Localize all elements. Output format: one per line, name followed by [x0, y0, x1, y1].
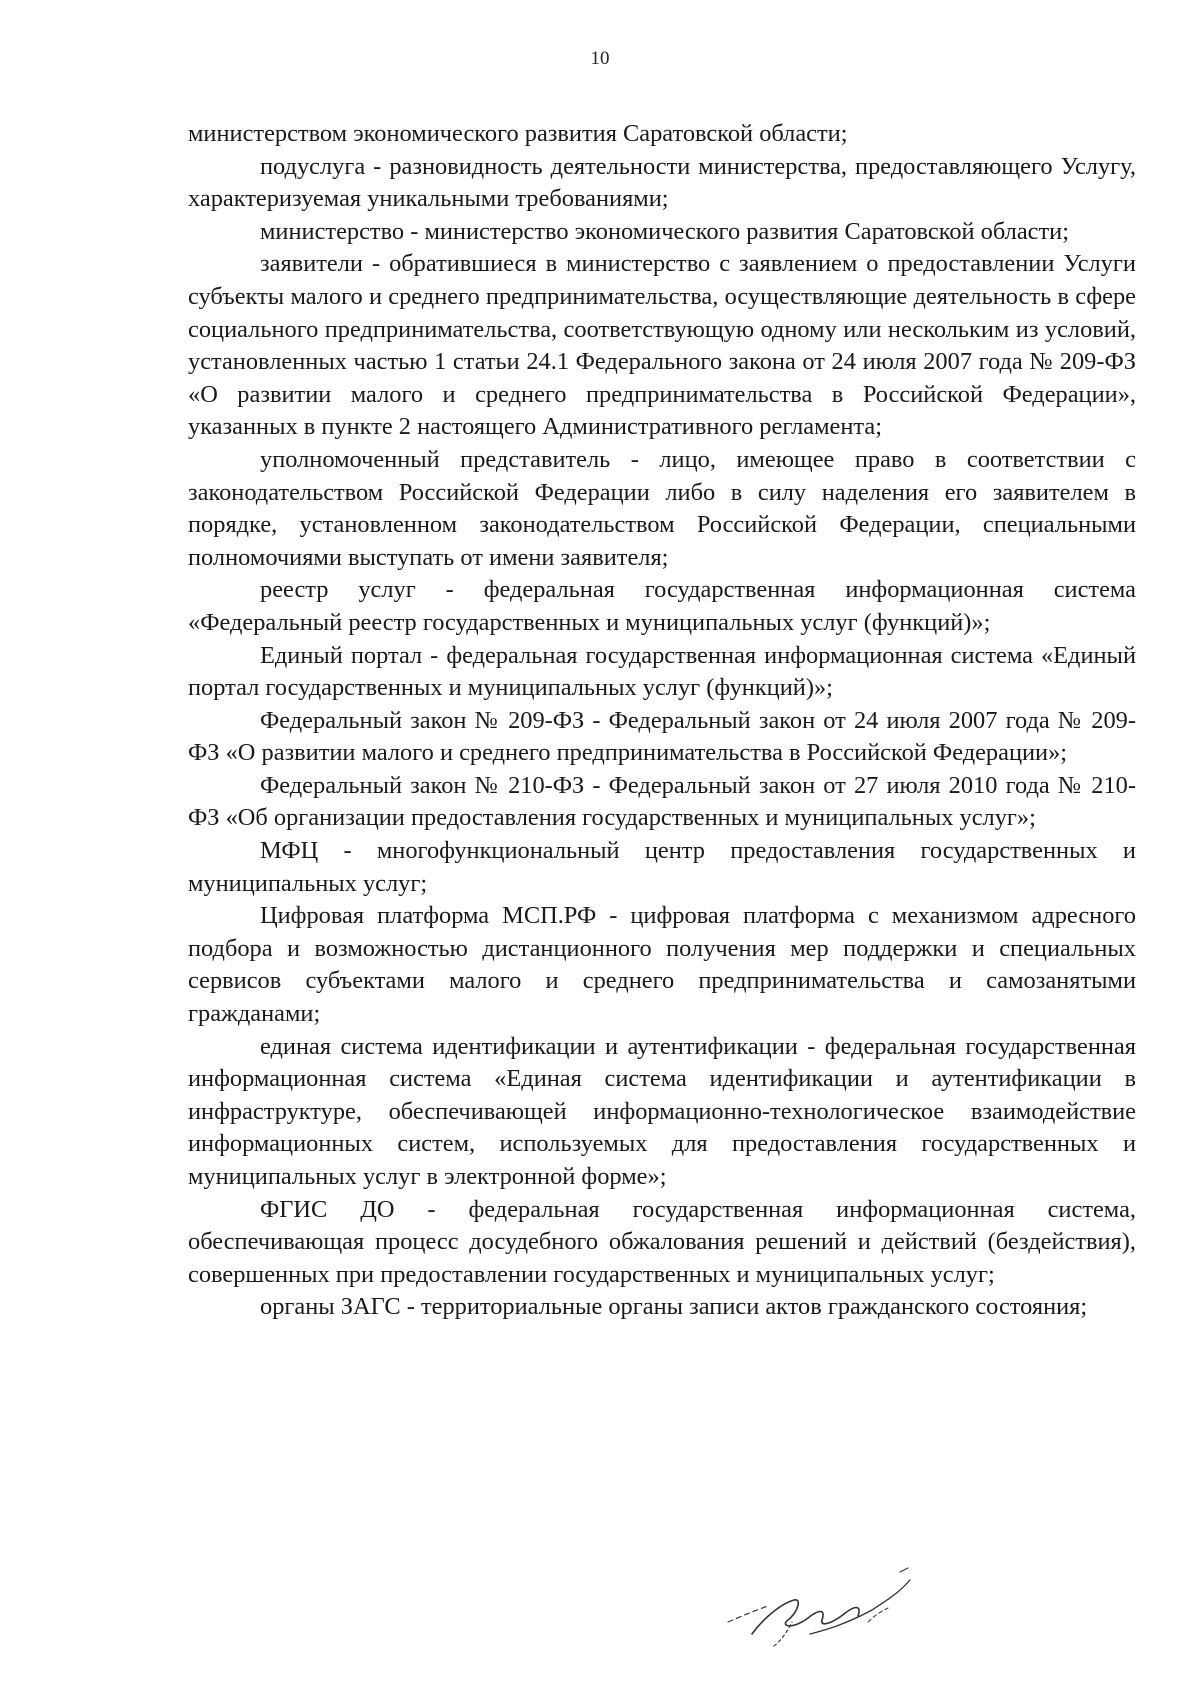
definition-zayaviteli: заявители - обратившиеся в министерство с заявлением о предоставлении Услуги субъекты малого и среднего предпринимательства, осуществляющие деятельность в сфере социального предпринимательства, соответствующую одному или нескольким из условий, установленных частью 1 статьи 24.1 Федерального закона от 24 июля 2007 года № 209-ФЗ «О развитии малого и среднего предпринимательства в Российской Федерации», указанных в пункте 2 настоящего Административного регламента;: [188, 250, 1136, 441]
handwritten-signature: [722, 1560, 922, 1660]
definition-federal-law-209: Федеральный закон № 209-ФЗ - Федеральный закон от 24 июля 2007 года № 209-ФЗ «О развитии малого и среднего предпринимательства в Российской Федерации»;: [188, 706, 1136, 767]
page-number: 10: [590, 48, 610, 69]
definition-reestr-uslug: реестр услуг - федеральная государственная информационная система «Федеральный реестр государственных и муниципальных услуг (функций)»;: [188, 576, 1136, 636]
definition-podusluga: подуслуга - разновидность деятельности министерства, предоставляющего Услугу, характеризуемая уникальными требованиями;: [188, 152, 1136, 213]
definition-zags: органы ЗАГС - территориальные органы записи актов гражданского состояния;: [260, 1293, 1088, 1321]
definition-federal-law-210: Федеральный закон № 210-ФЗ - Федеральный закон от 27 июля 2010 года № 210-ФЗ «Об организации предоставления государственных и муниципальных услуг»;: [188, 771, 1136, 832]
definition-upolnomochenny-predstavitel: уполномоченный представитель - лицо, имеющее право в соответствии с законодательством Российской Федерации либо в силу наделения его заявителем в порядке, установленном законодательством Российской Федерации, специальными полномочиями выступать от имени заявителя;: [188, 445, 1136, 571]
definition-msp-platform: Цифровая платформа МСП.РФ - цифровая платформа с механизмом адресного подбора и возможностью дистанционного получения мер поддержки и специальных сервисов субъектами малого и среднего предпринимательства и самозанятыми гражданами;: [188, 902, 1136, 1028]
paragraph-continuation: министерством экономического развития Саратовской области;: [188, 120, 848, 147]
definition-fgis-do: ФГИС ДО - федеральная государственная информационная система, обеспечивающая процесс досудебного обжалования решений и действий (бездействия), совершенных при предоставлении государственных и муниципальных услуг;: [188, 1195, 1136, 1288]
definition-ediny-portal: Единый портал - федеральная государственная информационная система «Единый портал государственных и муниципальных услуг (функций)»;: [188, 641, 1136, 702]
definition-ministerstvo: министерство - министерство экономического развития Саратовской области;: [260, 217, 1069, 245]
definition-mfc: МФЦ - многофункциональный центр предоставления государственных и муниципальных услуг;: [188, 837, 1136, 897]
definition-esia: единая система идентификации и аутентификации - федеральная государственная информационная система «Единая система идентификации и аутентификации в инфраструктуре, обеспечивающей информационно-технологическое взаимодействие информационных систем, используемых для предоставления государственных и муниципальных услуг в электронной форме»;: [188, 1032, 1136, 1190]
document-body: [188, 118, 1136, 1324]
